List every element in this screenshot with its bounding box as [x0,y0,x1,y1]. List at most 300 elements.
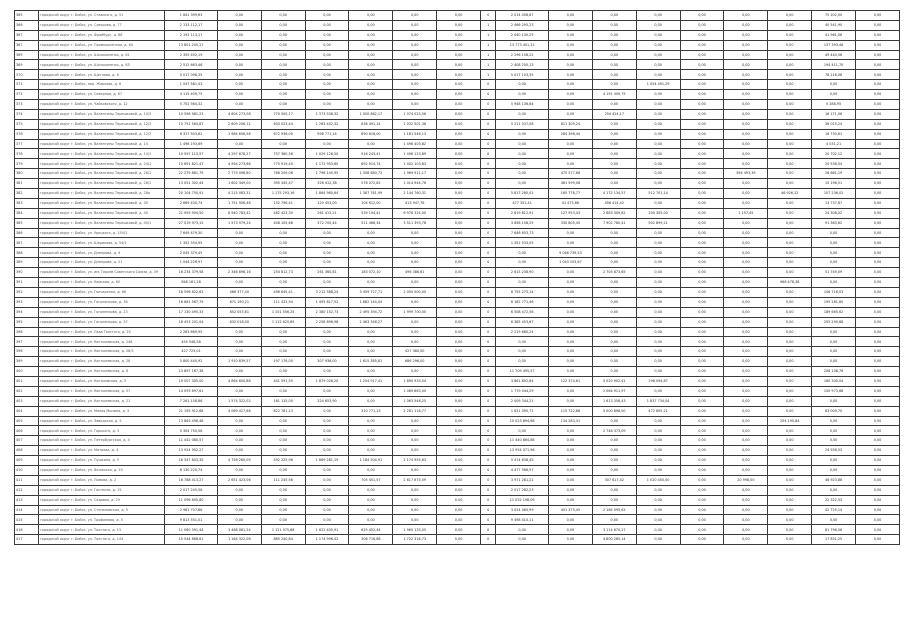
table-cell: 410 [15,465,39,475]
table-cell: 0,00 [768,139,812,149]
table-cell: 5 817 280,01 [496,189,549,199]
table-cell: 367 [15,30,39,40]
table-cell: 0,00 [856,80,900,90]
table-cell: 0,00 [680,436,724,446]
table-cell: 0,00 [496,347,549,357]
table-cell: 0,00 [636,139,680,149]
table-cell: 0,00 [305,436,349,446]
table-cell: 0,00 [261,80,305,90]
table-cell: 0,00 [548,109,592,119]
table-cell: 8 130 220,74 [165,465,218,475]
table-cell: 0,00 [768,347,812,357]
table-cell: 0,00 [680,446,724,456]
table-cell: 0,00 [261,327,305,337]
table-cell: 2 609 206,11 [217,119,261,129]
table-cell: 0,00 [768,376,812,386]
table-cell: 20 104 750,91 [165,189,218,199]
table-cell: 0 [481,159,496,169]
table-cell: 0,00 [856,139,900,149]
table-cell: 134 283,41 [548,416,592,426]
table-cell: городской округ г. Бийск, ул. Льва Толстого, д. 25 [39,327,165,337]
table-cell: 413 947,78 [393,198,437,208]
table-cell: 0,00 [724,179,768,189]
table-row [15,535,900,545]
table-cell: 0,00 [856,505,900,515]
table-cell: 578 072,82 [349,179,393,189]
table-cell: 0,00 [856,317,900,327]
table-cell: 852 055,61 [217,307,261,317]
table-cell: 417 [15,535,39,545]
table-cell: 0,00 [856,218,900,228]
table-cell: 0,00 [724,198,768,208]
table-cell: 189 665,62 [812,307,856,317]
table-cell: 0,00 [768,198,812,208]
table-cell: 2 258 896,98 [305,317,349,327]
table-cell: 0,00 [305,248,349,258]
table-cell: 0,00 [724,505,768,515]
table-cell: 379 [15,159,39,169]
table-cell: 0,00 [548,50,592,60]
table-cell: 0,00 [680,475,724,485]
table-cell: 0,00 [393,11,437,21]
table-cell: 2 705 873,65 [592,268,636,278]
table-cell: 0,00 [636,456,680,466]
table-cell: 0,00 [856,11,900,21]
table-cell: 1 613 358,43 [592,396,636,406]
table-cell: 5 752 564,32 [165,100,218,110]
table-cell: 0,00 [548,90,592,100]
table-cell: 0,00 [592,495,636,505]
table-cell: 4 069 417,66 [217,406,261,416]
table-cell: 1 047 581,43 [165,80,218,90]
table-cell: 0,00 [305,347,349,357]
table-cell: 0,00 [305,70,349,80]
table-cell: 0,00 [261,505,305,515]
table-cell: 261 360,81 [305,268,349,278]
table-cell: 0,00 [768,149,812,159]
table-cell: 0,00 [305,416,349,426]
table-cell: 1 115 625,69 [261,317,305,327]
table-cell: 13 737,87 [812,198,856,208]
table-cell: 0,00 [680,268,724,278]
table-cell: 0,00 [768,169,812,179]
table-cell: 0,00 [305,485,349,495]
table-cell: 0,00 [680,535,724,545]
table-cell: 1 622 405,91 [305,525,349,535]
table-cell: 0,00 [349,386,393,396]
table-row [15,485,900,495]
table-cell: 632 018,00 [217,317,261,327]
table-cell: 395 345,47 [261,179,305,189]
table-cell: 0,00 [437,11,481,21]
table-cell: 0,00 [768,20,812,30]
table-cell: 0,00 [812,347,856,357]
table-cell: 4 215 083,31 [217,189,261,199]
table-cell: 0,00 [680,505,724,515]
table-cell: городской округ г. Бийск, ул. Гастелло, д. 15 [39,485,165,495]
table-cell: 0,00 [217,386,261,396]
table-cell: 0,00 [437,169,481,179]
table-cell: 0,00 [636,386,680,396]
table-cell: 3 511 393,78 [393,218,437,228]
table-row [15,248,900,258]
table-cell: 382 [15,189,39,199]
table-cell: 0,00 [768,495,812,505]
table-cell: 0,00 [261,100,305,110]
table-cell: 407 [15,436,39,446]
table-cell: 0,00 [437,357,481,367]
table-cell: 0,00 [217,139,261,149]
table-row [15,268,900,278]
table-cell: 3 468 081,24 [217,525,261,535]
table-cell: 3 024 065,99 [496,505,549,515]
table-cell: 0,00 [680,198,724,208]
table-cell: 10 597 113,57 [165,149,218,159]
table-cell: 1 [481,40,496,50]
table-cell: 0,00 [305,11,349,21]
table-cell: 2 017 245,58 [165,485,218,495]
table-cell: 0,00 [393,70,437,80]
table-cell: 0,00 [768,525,812,535]
table-cell: 367 [15,40,39,50]
table-cell: 398 [15,347,39,357]
table-cell: 0,00 [437,129,481,139]
table-cell: 0 [481,90,496,100]
table-cell: 0,00 [305,386,349,396]
table-cell: 441 591,55 [261,376,305,386]
table-cell: 0,00 [393,228,437,238]
table-cell: городской округ г. Бийск, ул. Камская, д. 60 [39,278,165,288]
table-cell: 0,00 [680,238,724,248]
table-cell: городской округ г. Бийск, ул. Гоголенкова, д. 23 [39,307,165,317]
table-cell: 6 162 771,46 [496,297,549,307]
table-cell: 16 681 567,79 [165,297,218,307]
table-cell: 0,00 [349,248,393,258]
table-cell: 0,00 [592,357,636,367]
table-cell: 310 771,13 [349,406,393,416]
table-cell: 0,00 [496,90,549,100]
table-cell: 1 151 556,25 [261,307,305,317]
table-cell: 0,00 [305,406,349,416]
table-cell: 3 658 158,25 [496,218,549,228]
table-cell: 0,00 [856,248,900,258]
table-cell: 1 602 349,00 [217,179,261,189]
table-cell: 0,00 [437,30,481,40]
table-cell: 330 805,45 [548,218,592,228]
table-cell: 0,00 [636,159,680,169]
table-cell: 0,00 [305,426,349,436]
table-cell: городской округ г. Бийск, ул. Заводская, д. 5 [39,416,165,426]
table-cell: 369 [15,50,39,60]
table-cell: 0,00 [680,11,724,21]
table-cell: 0,00 [217,416,261,426]
table-cell: 0,00 [724,456,768,466]
table-cell: городской округ г. Бийск, ул. Чайковского, д. 12 [39,100,165,110]
table-cell: 512 701,14 [636,189,680,199]
table-cell: 0,00 [680,456,724,466]
table-cell: 3 114 670,27 [592,525,636,535]
table-cell: 0,00 [305,40,349,50]
table-cell: 0,00 [680,149,724,159]
table-row [15,11,900,21]
table-cell: 4 864 600,88 [217,376,261,386]
table-cell: 0,00 [349,90,393,100]
table-cell: 0,00 [261,238,305,248]
table-cell: 2 164 095,62 [592,505,636,515]
table-cell: 0,00 [724,80,768,90]
table-cell: 1 751 906,48 [217,198,261,208]
document-page [14,10,900,630]
table-cell: 0,00 [305,495,349,505]
table-cell: 21 195 912,68 [165,406,218,416]
table-cell: 0,00 [680,337,724,347]
table-cell: 4 758 260,09 [217,456,261,466]
table-cell: 0,00 [812,396,856,406]
table-cell: 496 386,61 [393,268,437,278]
table-cell: 0,00 [724,90,768,100]
table-cell: 111 433,94 [261,297,305,307]
table-cell: 22 322,53 [812,495,856,505]
table-cell: 0,00 [724,159,768,169]
table-cell: 1 181 546,13 [393,129,437,139]
table-cell: 0 [481,406,496,416]
table-cell: 0,00 [812,337,856,347]
table-cell: 0,00 [680,396,724,406]
table-cell: 6 508 472,56 [496,307,549,317]
table-cell: 0,00 [437,218,481,228]
table-cell: 0,00 [437,119,481,129]
table-cell: 0,00 [437,90,481,100]
table-cell: 0,00 [856,367,900,377]
table-cell: 397 [15,337,39,347]
table-cell: 686 296,00 [393,357,437,367]
table-cell: 0 [481,119,496,129]
table-row [15,406,900,416]
table-cell: городской округ г. Бийск, ул. Урицкого, д. 154/1 [39,228,165,238]
table-cell: 5 948 136,64 [496,100,549,110]
table-row [15,287,900,297]
table-cell: городской округ г. Бийск, ул. Горького, д. 3 [39,426,165,436]
table-cell: 0,00 [349,278,393,288]
table-cell: 0,00 [680,406,724,416]
table-cell: 1 573 979,24 [217,218,261,228]
table-cell: 1 352 533,05 [496,238,549,248]
table-cell: 1 029 126,50 [305,149,349,159]
table-cell: 0,00 [680,515,724,525]
table-cell: 1 722 316,73 [393,535,437,545]
table-cell: 0,00 [856,515,900,525]
table-cell: 401 [15,376,39,386]
table-cell: 0,00 [393,238,437,248]
table-cell: 0,00 [812,416,856,426]
table-cell: 0,00 [768,109,812,119]
table-cell: 0,00 [724,149,768,159]
table-cell: городской округ г. Бийск, ул. Шарикова, д. 54/1 [39,238,165,248]
table-cell: 0,00 [261,465,305,475]
table-cell: 0,00 [548,436,592,446]
table-cell: 455 548,58 [165,337,218,347]
table-row [15,70,900,80]
table-cell: городской округ г. Бийск, ул. Пушкина, д. 5 [39,456,165,466]
table-cell: 0,00 [548,100,592,110]
table-cell: 0,00 [437,337,481,347]
table-cell: 7 649 479,30 [165,228,218,238]
table-cell: 0,00 [437,446,481,456]
table-cell: 0,00 [349,60,393,70]
table-cell: 0,00 [636,465,680,475]
table-cell: 0,00 [680,218,724,228]
table-cell: 0,00 [349,367,393,377]
table-cell: 0,00 [768,159,812,169]
table-cell: 0,00 [393,60,437,70]
table-cell: 0,00 [261,416,305,426]
table-cell: 0 [481,525,496,535]
table-cell: 0,00 [636,268,680,278]
table-cell: 0,00 [437,228,481,238]
table-cell: 0,00 [305,515,349,525]
table-cell: 0,00 [437,307,481,317]
table-cell: городской округ г. Бийск, ул. Петербургская, д. 4 [39,436,165,446]
table-cell: 1 890 933,54 [393,376,437,386]
table-cell: 396 [15,327,39,337]
table-cell: 0,00 [217,238,261,248]
table-cell: 13 924 952,27 [165,446,218,456]
table-cell: 28 661,19 [812,169,856,179]
table-cell: 0,00 [217,11,261,21]
table-cell: 0,00 [393,317,437,327]
table-cell: 757 380,56 [261,149,305,159]
table-cell: 0,00 [437,505,481,515]
table-cell: 0,00 [548,287,592,297]
table-cell: 0,00 [812,80,856,90]
table-cell: 0,00 [437,386,481,396]
table-cell: 16 234 379,58 [165,268,218,278]
table-cell: 4 800 265,14 [592,535,636,545]
table-cell: 0,00 [812,228,856,238]
table-cell: 0 [481,367,496,377]
table-cell: 0,00 [437,60,481,70]
table-cell: 0,00 [548,40,592,50]
table-cell: 51 749,09 [812,268,856,278]
table-cell: 0,00 [349,436,393,446]
table-cell: городской округ г. Бийск, ул. Валентины Терешковой, д. 24/1 [39,159,165,169]
table-cell: 0,00 [592,248,636,258]
table-cell: 0 [481,357,496,367]
table-cell: 0 [481,149,496,159]
table-cell: 885 240,84 [261,535,305,545]
table-cell: городской округ г. Бийск, ул. Гончаренко, д. 66 [39,287,165,297]
table-cell: 0,00 [349,505,393,515]
table-cell: 0,00 [349,465,393,475]
table-cell: 0,00 [724,357,768,367]
table-cell: 0 [481,11,496,21]
table-cell: 0,00 [393,100,437,110]
table-row [15,376,900,386]
table-cell: 0,00 [349,258,393,268]
table-cell: 0,00 [261,337,305,347]
table-row [15,386,900,396]
table-cell: 1 014 944,76 [393,179,437,189]
table-cell: 0,00 [768,386,812,396]
table-cell: 0,00 [305,278,349,288]
table-cell: 5 017 103,35 [496,70,549,80]
table-cell: 0,00 [636,436,680,446]
table-cell: 0,00 [636,505,680,515]
table-cell: 8 317 503,62 [165,129,218,139]
table-cell: 11 032 198,09 [496,495,549,505]
table-cell: 0,00 [724,307,768,317]
table-cell: 1 054 491,29 [636,80,680,90]
table-cell: 0,00 [592,307,636,317]
table-cell: 0,00 [305,327,349,337]
table-cell: 0 [481,307,496,317]
table-cell: 0,00 [680,357,724,367]
table-cell: 0,00 [856,129,900,139]
table-cell: 284 396,44 [548,129,592,139]
table-row [15,515,900,525]
table-cell: 427 380,00 [393,347,437,357]
table-cell: 15 544 868,61 [165,535,218,545]
table-cell: 0,00 [724,70,768,80]
table-cell: 0,00 [393,436,437,446]
table-cell: 13 801 205,17 [165,40,218,50]
table-cell: городской округ г. Бийск, ул. Толстого, д. 144 [39,535,165,545]
table-cell: 0,00 [768,485,812,495]
table-cell: 2 263 669,95 [165,327,218,337]
table-cell: 0,00 [768,258,812,268]
table-cell: 411 [15,475,39,485]
table-cell: 0,00 [305,60,349,70]
table-cell: 0,00 [437,465,481,475]
table-cell: 2 174 955,63 [393,456,437,466]
table-cell: 0,00 [724,485,768,495]
table-cell: 0,00 [548,426,592,436]
table-cell: 0,00 [768,446,812,456]
table-row [15,90,900,100]
table-cell: 0,00 [724,268,768,278]
table-cell: 0,00 [393,297,437,307]
table-cell: 0,00 [592,367,636,377]
table-cell: 0 [481,465,496,475]
table-cell: городской округ г. Бийск, ул. Валентины Терешковой, д. 28а [39,189,165,199]
table-cell: 0,00 [724,416,768,426]
table-cell: 0,00 [856,278,900,288]
table-cell: 10 751 564,87 [165,119,218,129]
table-cell: 0,00 [592,327,636,337]
table-cell: 2 495 394,72 [349,307,393,317]
table-cell: 395 [15,317,39,327]
table-cell: 0,00 [592,456,636,466]
table-cell: 0,00 [217,426,261,436]
table-row [15,456,900,466]
table-cell: 0 [481,317,496,327]
table-cell: 0,00 [724,119,768,129]
table-cell: 0,00 [548,139,592,149]
table-cell: 0 [481,436,496,446]
table-cell: 0,00 [548,307,592,317]
table-cell: 254 195,84 [768,416,812,426]
table-cell: 0,00 [680,109,724,119]
table-cell: 0,00 [724,347,768,357]
table-cell: 81 796,56 [812,525,856,535]
table-cell: 1 174 996,42 [305,535,349,545]
table-cell: 8 755 275,14 [496,287,549,297]
table-cell: 0,00 [768,465,812,475]
table-cell: 0,00 [768,456,812,466]
table-row [15,347,900,357]
table-cell: 0 [481,258,496,268]
table-cell: 0,00 [724,228,768,238]
